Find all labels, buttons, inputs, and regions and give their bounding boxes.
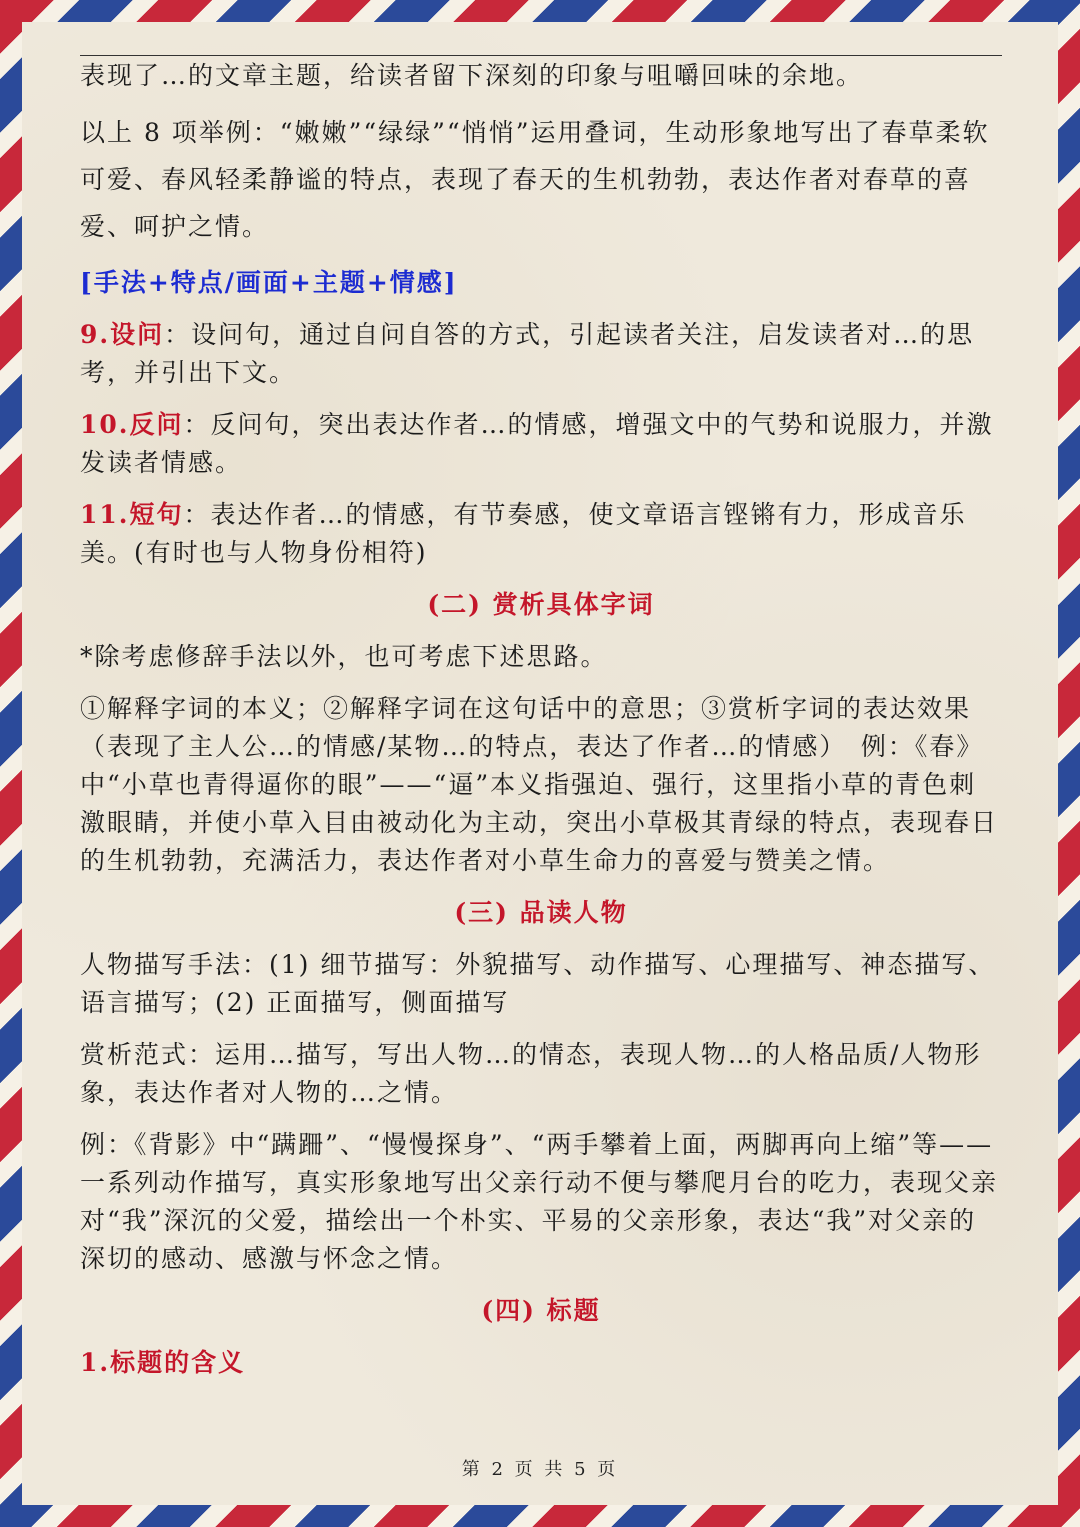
item-11-label: 11.短句 bbox=[80, 500, 184, 529]
item-9 bbox=[80, 316, 1002, 392]
section-2-body: ①解释字词的本义；②解释字词在这句话中的意思；③赏析字词的表达效果（表现了主人公…的情感/某物…的特点，表达了作者…的情感） 例：《春》中“小草也青得逼你的眼”——“逼”本义指强迫、强行，这里指小草的青色刺激眼睛，并使小草入目由被动化为主动，突出小草极其青绿的特点，表现春日的生机勃勃，充满活力，表达作者对小草生命力的喜爱与赞美之情。 bbox=[80, 694, 999, 875]
section-2-note: *除考虑修辞手法以外，也可考虑下述思路。 bbox=[80, 642, 608, 671]
item-10-text: ：反问句，突出表达作者…的情感，增强文中的气势和说服力，并激发读者情感。 bbox=[80, 410, 994, 477]
example-paragraph: 以上 8 项举例：“嫩嫩”“绿绿”“悄悄”运用叠词，生动形象地写出了春草柔软可爱、春风轻柔静谧的特点，表现了春天的生机勃勃，表达作者对春草的喜爱、呵护之情。 bbox=[80, 118, 990, 241]
item-10 bbox=[80, 406, 1002, 482]
section-3-methods: 人物描写手法：(1) 细节描写：外貌描写、动作描写、心理描写、神态描写、语言描写；(2) 正面描写，侧面描写 bbox=[80, 950, 996, 1017]
section-3-example: 例：《背影》中“蹒跚”、“慢慢探身”、“两手攀着上面，两脚再向上缩”等——一系列动作描写，真实形象地写出父亲行动不便与攀爬月台的吃力，表现父亲对“我”深沉的父爱，描绘出一个朴实、平易的父亲形象，表达“我”对父亲的深切的感动、感激与怀念之情。 bbox=[80, 1130, 999, 1273]
formula-line: [手法+特点/画面+主题+情感] bbox=[80, 268, 458, 297]
item-11 bbox=[80, 496, 1002, 572]
section-heading-4: (四) 标题 bbox=[481, 1296, 601, 1325]
section-3-formula: 赏析范式：运用…描写，写出人物…的情态，表现人物…的人格品质/人物形象，表达作者对人物的…之情。 bbox=[80, 1040, 982, 1107]
page-footer: 第 2 页 共 5 页 bbox=[461, 1459, 619, 1480]
intro-line: 表现了…的文章主题，给读者留下深刻的印象与咀嚼回味的余地。 bbox=[80, 61, 864, 90]
item-11-text: ：表达作者…的情感，有节奏感，使文章语言铿锵有力，形成音乐美。(有时也与人物身份相符) bbox=[80, 500, 967, 567]
item-9-text: ：设问句，通过自问自答的方式，引起读者关注，启发读者对…的思考，并引出下文。 bbox=[80, 320, 975, 387]
section-heading-2: (二) 赏析具体字词 bbox=[427, 590, 655, 619]
document-body bbox=[80, 57, 1002, 1396]
item-9-label: 9.设问 bbox=[80, 320, 165, 349]
top-rule bbox=[80, 55, 1002, 56]
section-4-item-1: 1.标题的含义 bbox=[80, 1348, 246, 1377]
section-heading-3: (三) 品读人物 bbox=[454, 898, 628, 927]
item-10-label: 10.反问 bbox=[80, 410, 184, 439]
